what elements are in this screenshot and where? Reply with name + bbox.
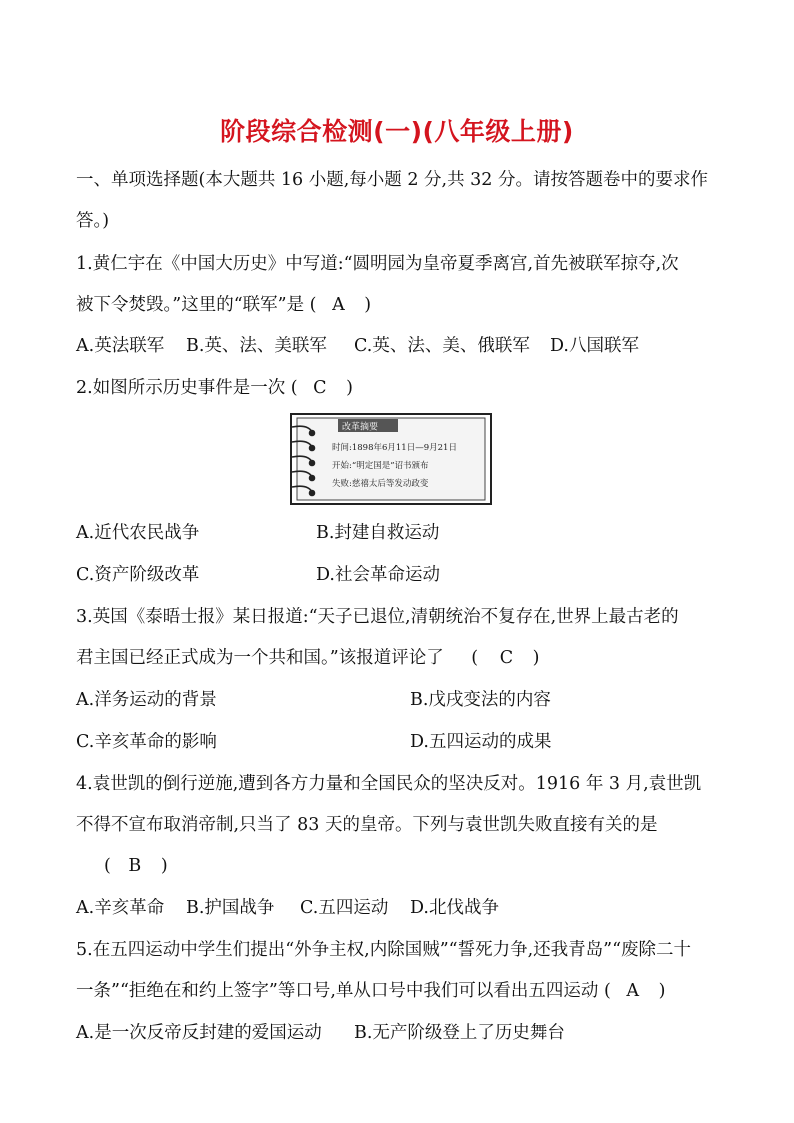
question-3-paren-open: ( — [471, 648, 479, 668]
question-3-stem-line-2 — [76, 646, 539, 670]
question-4-answer: B — [128, 856, 142, 876]
question-1-stem-line-2 — [76, 293, 371, 317]
question-5-stem-line-2 — [76, 979, 665, 1003]
question-2-stem — [76, 376, 353, 400]
question-5-stem-line-1: 5.在五四运动中学生们提出“外争主权,内除国贼”“誓死力争,还我青岛”“废除二十 — [76, 940, 692, 960]
notebook-fail: 失败:慈禧太后等发动政变 — [332, 479, 429, 489]
question-1-answer: A — [332, 295, 345, 315]
question-1-option-a: A.英法联军 — [76, 336, 165, 356]
notebook-time: 时间:1898年6月11日—9月21日 — [332, 443, 457, 453]
notebook-start: 开始:“明定国是”诏书颁布 — [332, 461, 429, 471]
question-3-stem-line-1: 3.英国《泰晤士报》某日报道:“天子已退位,清朝统治不复存在,世界上最古老的 — [76, 607, 679, 627]
question-3-option-b: B.戊戌变法的内容 — [410, 690, 551, 710]
question-5-option-a: A.是一次反帝反封建的爱国运动 — [76, 1023, 322, 1043]
section-instructions-line-1: 一、单项选择题(本大题共 16 小题,每小题 2 分,共 32 分。请按答题卷中的要求作 — [76, 170, 708, 190]
question-4-stem-line-1: 4.袁世凯的倒行逆施,遭到各方力量和全国民众的坚决反对。1916 年 3 月,袁世凯 — [76, 774, 702, 794]
question-5-paren-close: ) — [658, 981, 666, 1001]
question-2-option-a: A.近代农民战争 — [76, 523, 200, 543]
question-4-paren-open: ( — [104, 856, 111, 876]
question-3-option-c: C.辛亥革命的影响 — [76, 732, 217, 752]
question-3-paren-close: ) — [532, 648, 540, 668]
question-5-option-b: B.无产阶级登上了历史舞台 — [354, 1023, 565, 1043]
section-instructions-line-2: 答。) — [76, 211, 110, 231]
question-3-option-a: A.洋务运动的背景 — [76, 690, 217, 710]
question-1-stem-text: 被下令焚毁。”这里的“联军”是 ( — [76, 295, 317, 315]
question-2-stem-text: 2.如图所示历史事件是一次 ( — [76, 378, 298, 398]
question-1-option-c: C.英、法、美、俄联军 — [354, 336, 530, 356]
question-1-option-d: D.八国联军 — [550, 336, 639, 356]
question-1-option-b: B.英、法、美联军 — [186, 336, 327, 356]
question-4-paren-close: ) — [160, 856, 168, 876]
question-3-stem-text: 君主国已经正式成为一个共和国。”该报道评论了 — [76, 648, 444, 668]
notebook-heading: 改革摘要 — [342, 422, 379, 433]
question-1-paren-close: ) — [364, 295, 372, 315]
question-2-paren-close: ) — [346, 378, 353, 398]
question-4-option-d: D.北伐战争 — [410, 898, 499, 918]
question-4-option-a: A.辛亥革命 — [76, 898, 165, 918]
question-2-notebook-image — [290, 413, 492, 505]
question-5-answer: A — [626, 981, 640, 1001]
question-2-answer: C — [313, 378, 327, 398]
question-4-answer-line — [104, 854, 168, 878]
question-2-option-b: B.封建自救运动 — [316, 523, 440, 543]
page-title: 阶段综合检测(一)(八年级上册) — [220, 117, 574, 146]
question-5-stem-text: 一条”“拒绝在和约上签字”等口号,单从口号中我们可以看出五四运动 ( — [76, 981, 611, 1001]
question-2-option-d: D.社会革命运动 — [316, 565, 440, 585]
question-4-option-c: C.五四运动 — [300, 898, 389, 918]
question-4-option-b: B.护国战争 — [186, 898, 275, 918]
question-3-option-d: D.五四运动的成果 — [410, 732, 552, 752]
question-1-stem-line-1: 1.黄仁宇在《中国大历史》中写道:“圆明园为皇帝夏季离宫,首先被联军掠夺,次 — [76, 254, 679, 274]
question-3-answer: C — [499, 648, 514, 668]
question-2-option-c: C.资产阶级改革 — [76, 565, 200, 585]
question-4-stem-line-2: 不得不宣布取消帝制,只当了 83 天的皇帝。下列与袁世凯失败直接有关的是 — [76, 815, 658, 835]
